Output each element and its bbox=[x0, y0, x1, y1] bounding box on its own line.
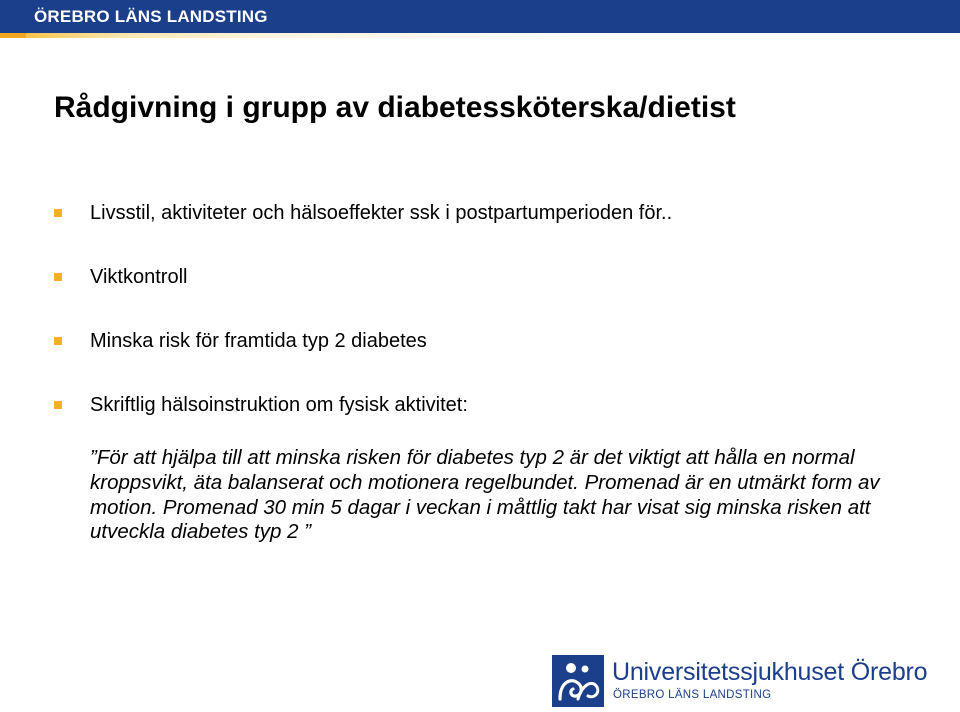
bullet-item-lifestyle bbox=[54, 197, 672, 261]
slide-title: Rådgivning i grupp av diabetessköterska/dietist bbox=[54, 91, 736, 124]
square-bullet-icon bbox=[54, 401, 62, 409]
accent-strip bbox=[0, 33, 960, 38]
square-bullet-icon bbox=[54, 337, 62, 345]
logo-name: Universitetssjukhuset Örebro bbox=[612, 658, 928, 686]
square-bullet-icon bbox=[54, 273, 62, 281]
bullet-text: Viktkontroll bbox=[90, 266, 188, 288]
square-bullet-icon bbox=[54, 209, 62, 217]
header-bar bbox=[0, 0, 960, 33]
bullet-text: Minska risk för framtida typ 2 diabetes bbox=[90, 330, 427, 352]
bullet-item-written-instruction bbox=[54, 389, 672, 453]
health-instruction-quote: ”För att hjälpa till att minska risken för diabetes typ 2 är det viktigt att hålla en normal kroppsvikt, äta balanserat och motionera regelbundet. Promenad är en utmärkt form av motion. Promenad 30 min 5 dagar i veckan i måttlig takt har visat sig minska risken att utveckla diabetes typ 2 ” bbox=[90, 446, 880, 544]
bullet-item-weight-control bbox=[54, 261, 672, 325]
bullet-item-diabetes-risk bbox=[54, 325, 672, 389]
bullet-text: Skriftlig hälsoinstruktion om fysisk aktivitet: bbox=[90, 394, 468, 416]
organization-name: ÖREBRO LÄNS LANDSTING bbox=[34, 7, 268, 26]
accent-block bbox=[0, 33, 26, 38]
logo-subtitle: ÖREBRO LÄNS LANDSTING bbox=[613, 689, 772, 701]
hospital-logo bbox=[552, 655, 942, 707]
hospital-emblem-icon bbox=[552, 655, 604, 707]
bullet-list bbox=[54, 197, 672, 453]
bullet-text: Livsstil, aktiviteter och hälsoeffekter ssk i postpartumperioden för.. bbox=[90, 202, 673, 224]
